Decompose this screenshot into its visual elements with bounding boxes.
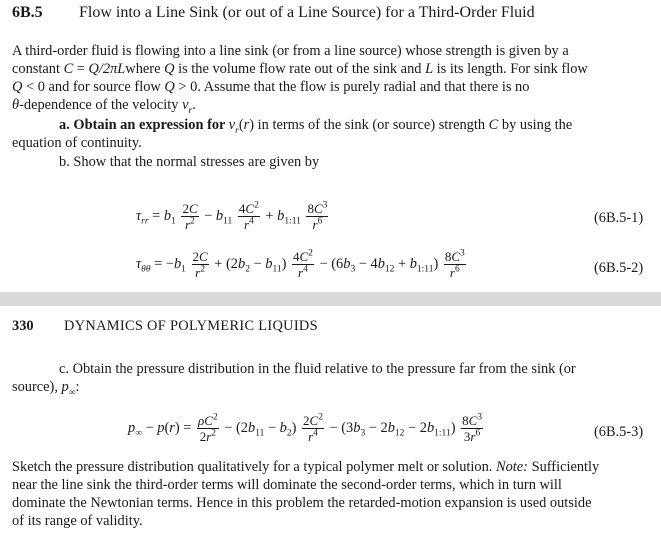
part-c-line-1: c. Obtain the pressure distribution in the fluid relative to the pressure far from the sink (or bbox=[59, 361, 576, 377]
problem-title: Flow into a Line Sink (or out of a Line Source) for a Third-Order Fluid bbox=[79, 4, 535, 21]
equation-6b5-2: $\tau_{\theta\theta} = -b_1$ $\frac{2C}{r^2}$ + $(2b_2 - b_{11})$ $\frac{4C^2}{r^4}$ − $(6b_3 - 4b_{12} + b_{1:11})$ $\frac{8C^3}{r^6}$ bbox=[136, 248, 465, 280]
intro-line-2: constant C = Q/2πLwhere Q is the volume flow rate out of the sink and L is its length. For sink flow bbox=[12, 61, 588, 77]
closing-line-4: of its range of validity. bbox=[12, 513, 143, 529]
intro-line-1: A third-order fluid is flowing into a line sink (or from a line source) whose strength is given by a bbox=[12, 43, 569, 59]
equation-number-1: (6B.5-1) bbox=[594, 210, 644, 226]
chapter-title: DYNAMICS OF POLYMERIC LIQUIDS bbox=[64, 318, 318, 334]
part-a-line-1: a. Obtain an expression for $v_r(r)$ in terms of the sink (or source) strength C by using the bbox=[59, 117, 573, 136]
intro-line-3: Q < 0 and for source flow Q > 0. Assume that the flow is purely radial and that there is no bbox=[12, 79, 530, 95]
closing-line-2: near the line sink the third-order terms will dominate the second-order terms, which in turn will bbox=[12, 477, 562, 493]
page-separator bbox=[0, 292, 661, 306]
equation-6b5-3: $p_\infty - p(r)$ = $\frac{\rho C^2}{2r^2}$ − $(2b_{11} - b_2)$ $\frac{2C^2}{r^4}$ − $(3b_3 - 2b_{12} - 2b_{1:11})$ $\frac{8C^3}{3r^6}$ bbox=[128, 412, 482, 444]
closing-line-1: Sketch the pressure distribution qualitatively for a typical polymer melt or solution. Note: Sufficiently bbox=[12, 459, 600, 475]
part-b-text: b. Show that the normal stresses are given by bbox=[59, 154, 320, 170]
closing-line-3: dominate the Newtonian terms. Hence in this problem the retarded-motion expansion is used outside bbox=[12, 495, 592, 511]
equation-6b5-1: $\tau_{rr} = b_1$ $\frac{2C}{r^2}$ − $b_{11}$ $\frac{4C^2}{r^4}$ + $b_{1:11}$ $\frac{8C^3}{r^6}$ bbox=[136, 200, 328, 232]
equation-number-3: (6B.5-3) bbox=[594, 424, 644, 440]
part-a-line-2: equation of continuity. bbox=[12, 135, 142, 151]
intro-line-4: θ-dependence of the velocity $v_r$. bbox=[12, 97, 196, 116]
problem-number: 6B.5 bbox=[12, 4, 43, 21]
equation-number-2: (6B.5-2) bbox=[594, 260, 644, 276]
part-c-line-2: source), $p_\infty$: bbox=[12, 379, 80, 398]
page-number: 330 bbox=[12, 318, 34, 334]
